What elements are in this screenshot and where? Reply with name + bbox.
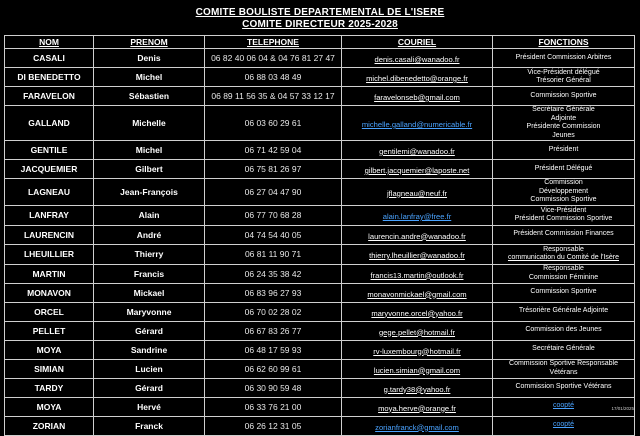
member-email-cell: [342, 321, 493, 340]
member-email-cell: [342, 244, 493, 264]
member-email-cell: [342, 225, 493, 244]
fonction-line: Adjointe: [550, 114, 577, 122]
member-email-link[interactable]: maryvonne.orcel@yahoo.fr: [371, 308, 463, 318]
table-row: [5, 359, 635, 378]
table-row: [5, 244, 635, 264]
member-telephone: 06 62 60 99 61: [205, 359, 342, 378]
member-telephone: 06 81 11 90 71: [205, 244, 342, 264]
member-nom: SIMIAN: [5, 359, 94, 378]
table-body: [5, 49, 635, 436]
member-nom: TARDY: [5, 378, 94, 397]
member-email-link[interactable]: moya.herve@orange.fr: [378, 403, 456, 413]
member-email-link[interactable]: thierry.lheuillier@wanadoo.fr: [369, 251, 465, 260]
member-nom: PELLET: [5, 321, 94, 340]
member-nom: DI BENEDETTO: [5, 68, 94, 87]
member-nom: GALLAND: [5, 106, 94, 141]
table-row: [5, 340, 635, 359]
member-nom: LANFRAY: [5, 205, 94, 225]
footer-date: 17/01/2025: [611, 406, 634, 411]
col-header-nom: NOM: [5, 36, 94, 49]
member-fonction: [493, 106, 635, 141]
member-email-cell: [342, 106, 493, 141]
member-nom: ZORIAN: [5, 416, 94, 435]
member-fonction: [493, 340, 635, 359]
member-prenom: Franck: [94, 416, 205, 435]
col-header-courriel: COURIEL: [342, 36, 493, 49]
member-nom: CASALI: [5, 49, 94, 68]
member-prenom: Michel: [94, 141, 205, 160]
fonction-line: Vice-Président délégué: [527, 68, 600, 76]
fonction-line: Président Commission Finances: [513, 230, 614, 238]
member-telephone: 04 74 54 40 05: [205, 225, 342, 244]
table-header-row: [5, 36, 635, 49]
fonction-line: Commission Sportive: [530, 288, 597, 296]
member-telephone: 06 24 35 38 42: [205, 264, 342, 283]
member-prenom: Jean-François: [94, 179, 205, 206]
member-telephone: 06 67 83 26 77: [205, 321, 342, 340]
member-prenom: Sandrine: [94, 340, 205, 359]
member-email-link[interactable]: michel.dibenedetto@orange.fr: [366, 74, 468, 83]
member-fonction: [493, 321, 635, 340]
member-email-link[interactable]: denis.casali@wanadoo.fr: [374, 55, 460, 64]
member-fonction: [493, 416, 635, 435]
table-row: [5, 179, 635, 206]
member-nom: MARTIN: [5, 264, 94, 283]
member-nom: MOYA: [5, 397, 94, 416]
member-prenom: Gérard: [94, 378, 205, 397]
fonction-line: Développement: [538, 187, 589, 195]
member-telephone: 06 30 90 59 48: [205, 378, 342, 397]
member-telephone: 06 77 70 68 28: [205, 205, 342, 225]
member-prenom: Lucien: [94, 359, 205, 378]
member-email-link[interactable]: g.tardy38@yahoo.fr: [383, 384, 451, 394]
member-nom: ORCEL: [5, 302, 94, 321]
member-email-link[interactable]: zorianfranck@gmail.com: [375, 422, 459, 432]
member-email-cell: [342, 205, 493, 225]
member-telephone: 06 03 60 29 61: [205, 106, 342, 141]
fonction-line: Président Commission Sportive: [514, 215, 613, 222]
member-fonction: [493, 49, 635, 68]
col-header-fonctions: FONCTIONS: [493, 36, 635, 49]
fonction-line: Trésorier Général: [536, 77, 591, 84]
member-email-cell: [342, 49, 493, 68]
member-fonction: [493, 68, 635, 87]
member-prenom: Hervé: [94, 397, 205, 416]
member-telephone: 06 88 03 48 49: [205, 68, 342, 87]
member-fonction: [493, 264, 635, 283]
member-nom: FARAVELON: [5, 87, 94, 106]
member-fonction: [493, 87, 635, 106]
member-fonction: [493, 283, 635, 302]
page-title: COMITE BOULISTE DEPARTEMENTAL DE L'ISERE: [195, 7, 445, 18]
fonction-line: Président: [548, 145, 579, 153]
member-nom: MONAVON: [5, 283, 94, 302]
col-header-telephone: TELEPHONE: [205, 36, 342, 49]
table-row: [5, 302, 635, 321]
member-email-cell: [342, 141, 493, 160]
member-telephone: 06 89 11 56 35 & 04 57 33 12 17: [205, 87, 342, 106]
member-telephone: 06 26 12 31 05: [205, 416, 342, 435]
member-email-link[interactable]: rv-luxembourg@hotmail.fr: [373, 346, 461, 356]
member-prenom: Gérard: [94, 321, 205, 340]
member-telephone: 06 82 40 06 04 & 04 76 81 27 47: [205, 49, 342, 68]
member-prenom: Denis: [94, 49, 205, 68]
member-nom: JACQUEMIER: [5, 160, 94, 179]
table-row: [5, 141, 635, 160]
fonction-line: Commission: [544, 179, 583, 186]
member-telephone: 06 83 96 27 93: [205, 283, 342, 302]
member-email-link[interactable]: francis13.martin@outlook.fr: [370, 270, 464, 280]
member-email-cell: [342, 359, 493, 378]
member-email-link[interactable]: gilbert.jacquemier@laposte.net: [364, 166, 470, 175]
member-telephone: 06 75 81 26 97: [205, 160, 342, 179]
member-prenom: Mickael: [94, 283, 205, 302]
table-row: [5, 160, 635, 179]
fonction-line: communication du Comité de l'Isère: [507, 254, 620, 261]
member-nom: GENTILE: [5, 141, 94, 160]
table-row: [5, 321, 635, 340]
fonction-line: Commission Sportive Responsable: [509, 360, 618, 367]
fonction-line: Président Délégué: [534, 164, 593, 172]
member-prenom: Sébastien: [94, 87, 205, 106]
member-email-cell: [342, 397, 493, 416]
member-fonction: [493, 160, 635, 179]
fonction-line: Vétérans: [549, 368, 578, 376]
member-prenom: Alain: [94, 205, 205, 225]
member-prenom: Michelle: [94, 106, 205, 141]
member-email-cell: [342, 68, 493, 87]
member-prenom: Maryvonne: [94, 302, 205, 321]
header: [0, 7, 640, 31]
fonction-line: Trésorière Générale Adjointe: [518, 307, 609, 315]
member-email-cell: [342, 87, 493, 106]
member-fonction: [493, 205, 635, 225]
member-prenom: Michel: [94, 68, 205, 87]
member-telephone: 06 27 04 47 90: [205, 179, 342, 206]
member-telephone: 06 48 17 59 93: [205, 340, 342, 359]
member-email-cell: [342, 264, 493, 283]
fonction-line: coopté: [552, 402, 575, 410]
member-fonction: [493, 378, 635, 397]
member-telephone: 06 70 02 28 02: [205, 302, 342, 321]
fonction-line: Commission Sportive Vétérans: [515, 383, 612, 391]
table-row: [5, 283, 635, 302]
member-nom: LHEUILLIER: [5, 244, 94, 264]
member-email-cell: [342, 283, 493, 302]
member-email-cell: [342, 416, 493, 435]
member-fonction: [493, 302, 635, 321]
table-row: [5, 397, 635, 416]
fonction-line: Présidente Commission: [526, 123, 601, 130]
member-fonction: [493, 179, 635, 206]
member-fonction: [493, 244, 635, 264]
table-row: [5, 225, 635, 244]
member-prenom: Francis: [94, 264, 205, 283]
member-prenom: Gilbert: [94, 160, 205, 179]
table-row: [5, 205, 635, 225]
member-email-link[interactable]: laurencin.andre@wanadoo.fr: [368, 231, 466, 241]
member-prenom: André: [94, 225, 205, 244]
fonction-line: Commission Sportive: [530, 91, 597, 99]
member-nom: MOYA: [5, 340, 94, 359]
member-email-link[interactable]: lucien.simian@gmail.com: [373, 365, 461, 375]
member-email-link[interactable]: faravelonseb@gmail.com: [374, 93, 460, 102]
member-telephone: 06 33 76 21 00: [205, 397, 342, 416]
member-email-link[interactable]: gentilemi@wanadoo.fr: [379, 147, 455, 156]
member-fonction: [493, 141, 635, 160]
member-email-cell: [342, 302, 493, 321]
table-row: [5, 264, 635, 283]
fonction-line: Commission Féminine: [528, 273, 599, 281]
fonction-line: Secrétaire Générale: [532, 106, 595, 113]
member-email-link[interactable]: alain.lanfray@free.fr: [382, 212, 452, 221]
fonction-line: coopté: [552, 421, 575, 429]
member-email-cell: [342, 160, 493, 179]
fonction-line: Commission des Jeunes: [525, 326, 602, 334]
table-row: [5, 416, 635, 435]
fonction-line: Vice-Président: [540, 206, 587, 214]
table-row: [5, 68, 635, 87]
fonction-line: Responsable: [543, 245, 584, 253]
col-header-prenom: PRENOM: [94, 36, 205, 49]
member-email-link[interactable]: jflagneau@neuf.fr: [386, 188, 448, 198]
fonction-line: Responsable: [543, 265, 584, 272]
table-row: [5, 49, 635, 68]
fonction-line: Commission Sportive: [530, 196, 597, 203]
fonction-line: Président Commission Arbitres: [515, 53, 612, 61]
table-row: [5, 87, 635, 106]
member-email-link[interactable]: monavonmickael@gmail.com: [367, 289, 467, 299]
fonction-line: Secrétaire Générale: [532, 345, 595, 353]
member-nom: LAURENCIN: [5, 225, 94, 244]
member-prenom: Thierry: [94, 244, 205, 264]
member-fonction: [493, 359, 635, 378]
member-fonction: [493, 225, 635, 244]
fonction-line: Jeunes: [552, 131, 575, 139]
member-email-cell: [342, 340, 493, 359]
member-email-link[interactable]: michelle.galland@numericable.fr: [361, 120, 473, 129]
table-row: [5, 106, 635, 141]
member-email-link[interactable]: gege.pellet@hotmail.fr: [378, 327, 456, 337]
page-subtitle: COMITE DIRECTEUR 2025-2028: [242, 19, 398, 30]
committee-table: [4, 35, 635, 436]
table-row: [5, 378, 635, 397]
member-nom: LAGNEAU: [5, 179, 94, 206]
member-telephone: 06 71 42 59 04: [205, 141, 342, 160]
member-email-cell: [342, 179, 493, 206]
member-email-cell: [342, 378, 493, 397]
